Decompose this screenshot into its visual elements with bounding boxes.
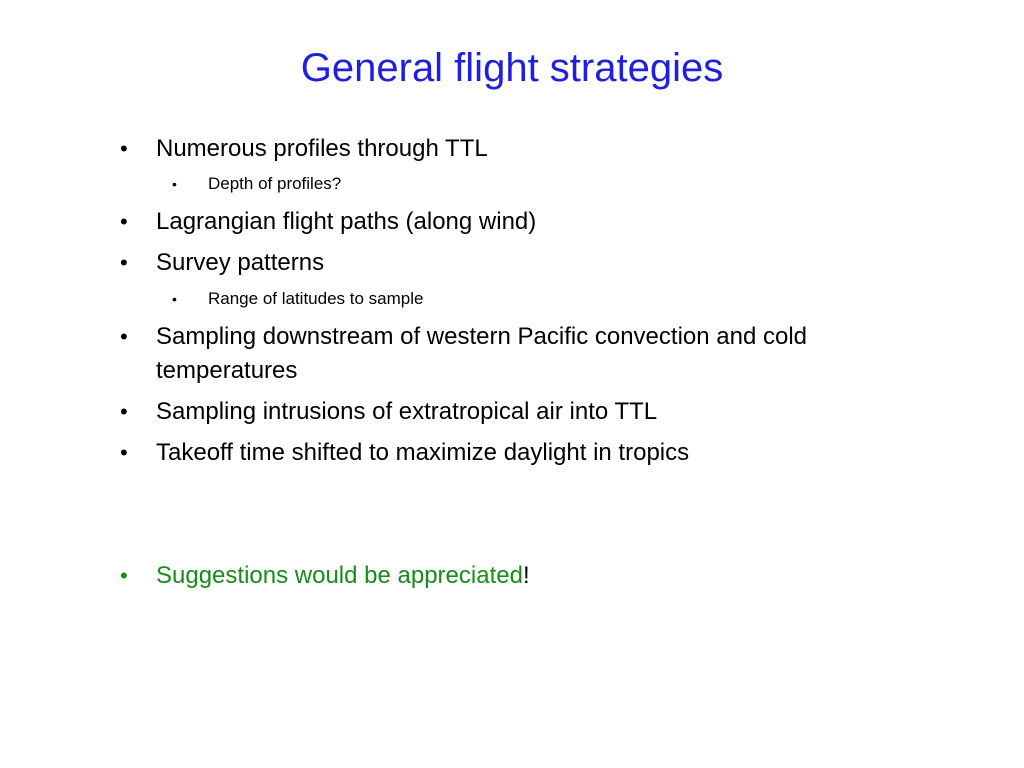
bullet-icon: • bbox=[120, 399, 128, 424]
closing-text: Suggestions would be appreciated bbox=[156, 562, 523, 589]
slide-title: General flight strategies bbox=[300, 46, 724, 90]
bullet-item bbox=[120, 246, 910, 280]
bullet-text: Survey patterns bbox=[156, 249, 325, 276]
sub-bullet-item bbox=[172, 287, 872, 311]
closing-exclamation: ! bbox=[522, 562, 530, 589]
bullet-text: Sampling downstream of western Pacific convection and cold temperatures bbox=[156, 323, 807, 384]
bullet-icon: • bbox=[120, 136, 128, 161]
bullet-item bbox=[120, 132, 910, 166]
sub-bullet-icon: • bbox=[172, 176, 177, 192]
bullet-text: Lagrangian flight paths (along wind) bbox=[156, 208, 537, 235]
bullet-item bbox=[120, 436, 910, 470]
bullet-text: Sampling intrusions of extratropical air into TTL bbox=[156, 398, 658, 425]
bullet-item bbox=[120, 395, 910, 429]
bullet-item bbox=[120, 320, 910, 388]
bullet-icon: • bbox=[120, 209, 128, 234]
bullet-text: Takeoff time shifted to maximize daylight in tropics bbox=[156, 439, 690, 466]
bullet-item bbox=[120, 205, 910, 239]
sub-bullet-item bbox=[172, 172, 872, 196]
bullet-icon: • bbox=[120, 440, 128, 465]
bullet-text: Numerous profiles through TTL bbox=[156, 135, 488, 162]
bullet-icon: • bbox=[120, 563, 128, 588]
closing-bullet-item bbox=[120, 559, 910, 593]
bullet-icon: • bbox=[120, 250, 128, 275]
sub-bullet-text: Depth of profiles? bbox=[208, 174, 342, 193]
sub-bullet-icon: • bbox=[172, 291, 177, 307]
bullet-icon: • bbox=[120, 324, 128, 349]
sub-bullet-text: Range of latitudes to sample bbox=[208, 289, 424, 308]
